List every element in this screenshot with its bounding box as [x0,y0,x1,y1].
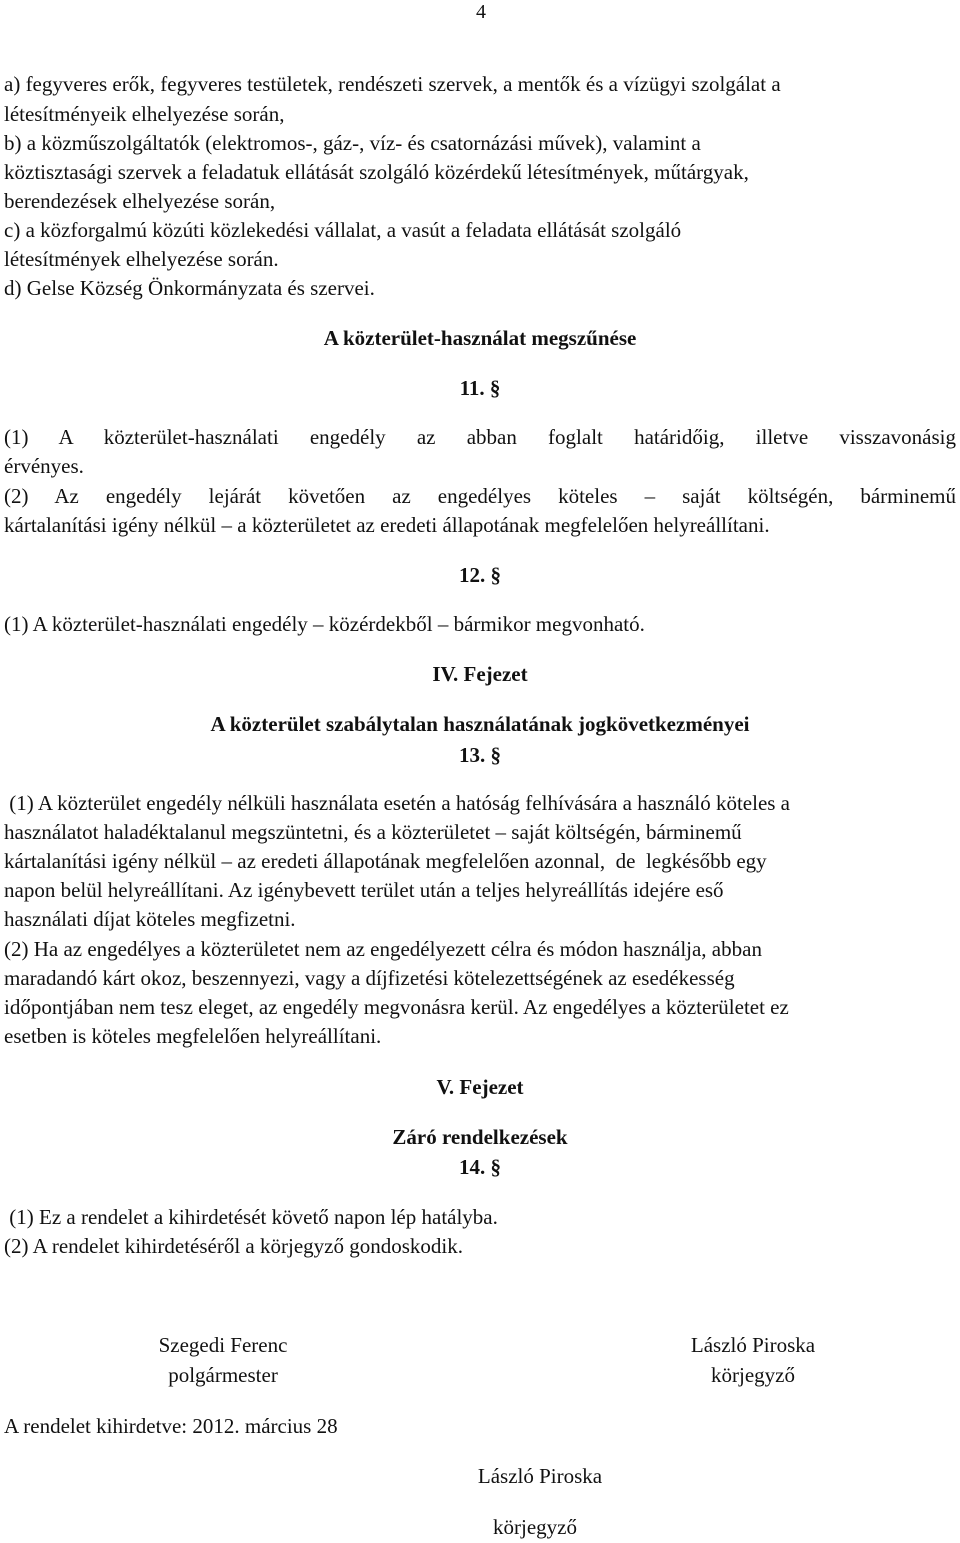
promulgation-date: A rendelet kihirdetve: 2012. március 28 [4,1414,338,1438]
chapter-heading: IV. Fejezet [432,662,528,686]
paragraph-text: (1) A közterület engedély nélküli használata esetén a hatóság felhívására a használó köteles a [4,791,791,815]
paragraph-number-11: 11. § [459,376,501,400]
list-line: berendezések elhelyezése során, [4,189,276,213]
bottom-signature-title: körjegyző [493,1515,577,1539]
paragraph-number-14: 14. § [459,1155,501,1179]
paragraph-text: (1) A közterület-használati engedély – közérdekből – bármikor megvonható. [4,612,645,636]
list-line: a) fegyveres erők, fegyveres testületek, rendészeti szervek, a mentők és a vízügyi szolgálat a [4,72,781,96]
page-number: 4 [476,1,486,23]
section-title: A közterület-használat megszűnése [323,326,637,350]
paragraph-text: (2) A rendelet kihirdetéséről a körjegyző gondoskodik. [4,1234,463,1258]
chapter-title: Záró rendelkezések [392,1125,568,1149]
paragraph-text: maradandó kárt okoz, beszennyezi, vagy a díjfizetési kötelezettségének az esedékesség [4,966,735,990]
chapter-heading: V. Fejezet [436,1075,524,1099]
list-line: b) a közműszolgáltatók (elektromos-, gáz-, víz- és csatornázási művek), valamint a [4,131,701,155]
paragraph-number-13: 13. § [459,743,501,767]
paragraph-text: érvényes. [4,454,84,478]
paragraph-number-12: 12. § [459,563,501,587]
paragraph-text: kártalanítási igény nélkül – az eredeti állapotának megfelelően azonnal, de legkésőbb egy [4,849,767,873]
paragraph-text: (1) A közterület-használati engedély az abban foglalt határidőig, illetve visszavonásig [4,425,956,449]
paragraph-text: időpontjában nem tesz eleget, az engedély megvonásra kerül. Az engedélyes a közterületet ez [4,995,789,1019]
paragraph-text: (2) Ha az engedélyes a közterületet nem az engedélyezett célra és módon használja, abban [4,937,762,961]
paragraph-text: használati díjat köteles megfizetni. [4,907,296,931]
signature-left-title: polgármester [168,1363,278,1387]
list-line: c) a közforgalmú közúti közlekedési vállalat, a vasút a feladata ellátását szolgáló [4,218,682,242]
paragraph-text: (1) Ez a rendelet a kihirdetését követő napon lép hatályba. [4,1205,498,1229]
signature-right-name: László Piroska [690,1333,816,1357]
chapter-title: A közterület szabálytalan használatának jogkövetkezményei [210,712,750,736]
paragraph-text: (2) Az engedély lejárát követően az engedélyes köteles – saját költségén, bárminemű [4,484,956,508]
signature-left-name: Szegedi Ferenc [158,1333,288,1357]
list-line: létesítmények elhelyezése során. [4,247,279,271]
signature-right-title: körjegyző [711,1363,795,1387]
paragraph-text: esetben is köteles megfelelően helyreállítani. [4,1024,382,1048]
list-line: létesítményeik elhelyezése során, [4,102,285,126]
paragraph-text: kártalanítási igény nélkül – a közterületet az eredeti állapotának megfelelően helyreállítani. [4,513,770,537]
paragraph-text: használatot haladéktalanul megszüntetni, és a közterületet – saját költségén, bárminemű [4,820,742,844]
list-line: köztisztasági szervek a feladatuk ellátását szolgáló közérdekű létesítmények, műtárgyak, [4,160,749,184]
paragraph-text: napon belül helyreállítani. Az igénybevett terület után a teljes helyreállítás idejére eső [4,878,724,902]
bottom-signature-name: László Piroska [477,1464,603,1488]
list-line: d) Gelse Község Önkormányzata és szervei. [4,276,375,300]
